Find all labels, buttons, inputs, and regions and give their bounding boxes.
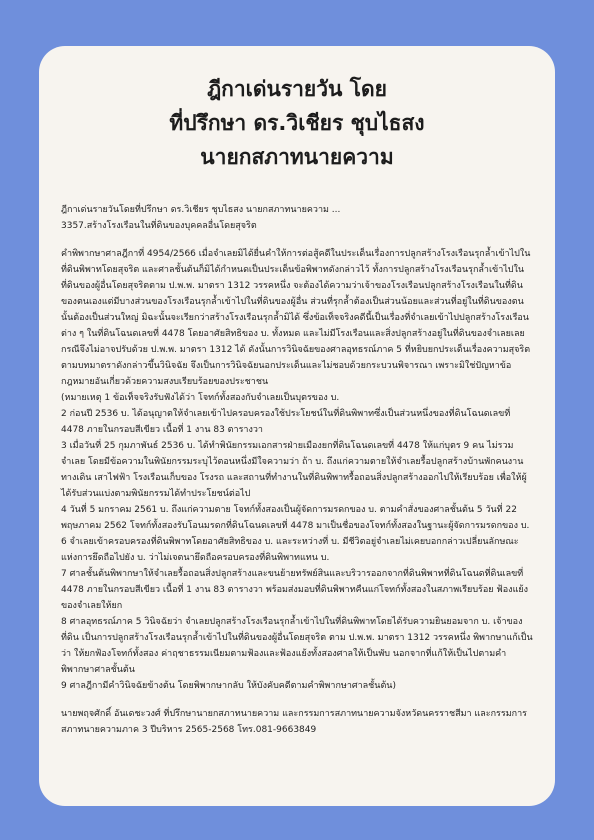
document-card — [39, 46, 555, 806]
paragraph-note-2: 2 ก่อนปี 2536 บ. ได้อนุญาตให้จำเลยเข้าไปครอบครองใช้ประโยชน์ในที่ดินพิพาทซึ่งเป็นส่วนหนึ่งของที่ดินโฉนดเลขที่ 4478 ภายในกรอบสีเขียว เนื้อที่ 1 งาน 83 ตารางวา — [61, 409, 511, 435]
paragraph-summary: คำพิพากษาศาลฎีกาที่ 4954/2566 เมื่อจำเลยมิได้ยื่นคำให้การต่อสู้คดีในประเด็นเรื่องการปลูกสร้างโรงเรือนรุกล้ำเข้าไปในที่ดินพิพาทโดยสุจริต และศาลชั้นต้นก็มิได้กำหนดเป็นประเด็นข้อพิพาทดังกล่าวไว้ ทั้งการปลูกสร้างโรงเรือนรุกล้ำเข้าไปในที่ดินของผู้อื่นโดยสุจริตตาม ป.พ.พ. มาตรา 1312 วรรคหนึ่ง จะต้องได้ความว่าเจ้าของโรงเรือนปลูกสร้างโรงเรือนในที่ดินของตนเองแต่มีบางส่วนของโรงเรือนรุกล้ำเข้าไปในที่ดินของผู้อื่น ส่วนที่รุกล้ำต้องเป็นส่วนน้อยและส่วนที่อยู่ในที่ดินของตนนั้นต้องเป็นส่วนใหญ่ มิฉะนั้นจะเรียกว่าสร้างโรงเรือนรุกล้ำมิได้ ซึ่งข้อเท็จจริงคดีนี้เป็นเรื่องที่จำเลยเข้าไปปลูกสร้างโรงเรือนต่าง ๆ ในที่ดินโฉนดเลขที่ 4478 โดยอาศัยสิทธิของ บ. ทั้งหมด และไม่มีโรงเรือนและสิ่งปลูกสร้างอยู่ในที่ดินของจำเลยเลย กรณีจึงไม่อาจปรับด้วย ป.พ.พ. มาตรา 1312 ได้ ดังนั้นการวินิจฉัยของศาลอุทธรณ์ภาค 5 ที่หยิบยกประเด็นเรื่องความสุจริตตามบทมาตราดังกล่าวขึ้นวินิจฉัย จึงเป็นการวินิจฉัยนอกประเด็นและไม่ชอบด้วยกระบวนพิจารณา เพราะมิใช่ปัญหาข้อกฎหมายอันเกี่ยวด้วยความสงบเรียบร้อยของประชาชน — [61, 249, 531, 387]
paragraph-note-7: 7 ศาลชั้นต้นพิพากษาให้จำเลยรื้อถอนสิ่งปลูกสร้างและขนย้ายทรัพย์สินและบริวารออกจากที่ดินพิพาทที่ดินโฉนดที่ดินเลขที่ 4478 ภายในกรอบสีเขียว เนื้อที่ 1 งาน 83 ตารางวา พร้อมส่งมอบที่ดินพิพาทคืนแก่โจทก์ทั้งสองในสภาพเรียบร้อย ฟ้องแย้งของจำเลยให้ยก — [61, 569, 529, 611]
paragraph-note-6: 6 จำเลยเข้าครอบครองที่ดินพิพาทโดยอาศัยสิทธิของ บ. และระหว่างที่ บ. มีชีวิตอยู่จำเลยไม่เคยบอกกล่าวเปลี่ยนลักษณะแห่งการยึดถือไปยัง บ. ว่าไม่เจตนายึดถือครอบครองที่ดินพิพาทแทน บ. — [61, 537, 519, 563]
paragraph-note-9: 9 ศาลฎีกามีคำวินิจฉัยข้างต้น โดยพิพากษากลับ ให้บังคับคดีตามคำพิพากษาศาลชั้นต้น) — [61, 681, 396, 691]
paragraph-note-1: (หมายเหตุ 1 ข้อเท็จจริงรับฟังได้ว่า โจทก์ทั้งสองกับจำเลยเป็นบุตรของ บ. — [61, 393, 340, 403]
paragraph-note-3: 3 เมื่อวันที่ 25 กุมภาพันธ์ 2536 บ. ได้ทำพินัยกรรมเอกสารฝ่ายเมืองยกที่ดินโฉนดเลขที่ 4478 ให้แก่บุตร 9 คน ไม่รวมจำเลย โดยมีข้อความในพินัยกรรมระบุไว้ตอนหนึ่งมีใจความว่า ถ้า บ. ถึงแก่ความตายให้จำเลยรื้อปลูกสร้างบ้านพักคนงาน ทางเดิน เสาไฟฟ้า โรงเรือนเก็บของ โรงรถ และสถานที่ทำงานในที่ดินพิพาทรื้อถอนสิ่งปลูกสร้างออกไปให้เรียบร้อย เพื่อให้ผู้ได้รับส่วนแบ่งตามพินัยกรรมได้ทำประโยชน์ต่อไป — [61, 441, 527, 499]
intro-block — [61, 202, 533, 234]
body-text — [61, 246, 533, 694]
title-line-3: นายกสภาทนายความ — [200, 145, 394, 169]
title-line-1: ฎีกาเด่นรายวัน โดย — [207, 77, 387, 101]
page-title — [61, 72, 533, 174]
intro-line-2: 3357.สร้างโรงเรือนในที่ดินของบุคคลอื่นโดยสุจริต — [61, 221, 257, 231]
paragraph-note-4: 4 วันที่ 5 มกราคม 2561 บ. ถึงแก่ความตาย โจทก์ทั้งสองเป็นผู้จัดการมรดกของ บ. ตามคำสั่งของศาลชั้นต้น 5 วันที่ 22 พฤษภาคม 2562 โจทก์ทั้งสองรับโอนมรดกที่ดินโฉนดเลขที่ 4478 มาเป็นชื่อของโจทก์ทั้งสองในฐานะผู้จัดการมรดกของ บ. — [61, 505, 530, 531]
author-footer: นายพฤจศักดิ์ อันเดชะวงศ์ ที่ปรึกษานายกสภาทนายความ และกรรมการสภาทนายความจังหวัดนครราชสีมา และกรรมการสภาทนายความภาค 3 ปีบริหาร 2565-2568 โทร.081-9663849 — [61, 709, 527, 735]
intro-line-1: ฎีกาเด่นรายวันโดยที่ปรึกษา ดร.วิเชียร ชุบไธสง นายกสภาทนายความ ... — [61, 205, 341, 215]
paragraph-note-8: 8 ศาลอุทธรณ์ภาค 5 วินิจฉัยว่า จำเลยปลูกสร้างโรงเรือนรุกล้ำเข้าไปในที่ดินพิพาทโดยได้รับความยินยอมจาก บ. เจ้าของที่ดิน เป็นการปลูกสร้างโรงเรือนรุกล้ำเข้าไปในที่ดินของผู้อื่นโดยสุจริต ตาม ป.พ.พ. มาตรา 1312 วรรคหนึ่ง พิพากษาแก้เป็นว่า ให้ยกฟ้องโจทก์ทั้งสอง ค่าฤชาธรรมเนียมตามฟ้องและฟ้องแย้งทั้งสองศาลให้เป็นพับ นอกจากที่แก้ให้เป็นไปตามคำพิพากษาศาลชั้นต้น — [61, 617, 533, 675]
title-line-2: ที่ปรึกษา ดร.วิเชียร ชุบไธสง — [169, 111, 425, 135]
